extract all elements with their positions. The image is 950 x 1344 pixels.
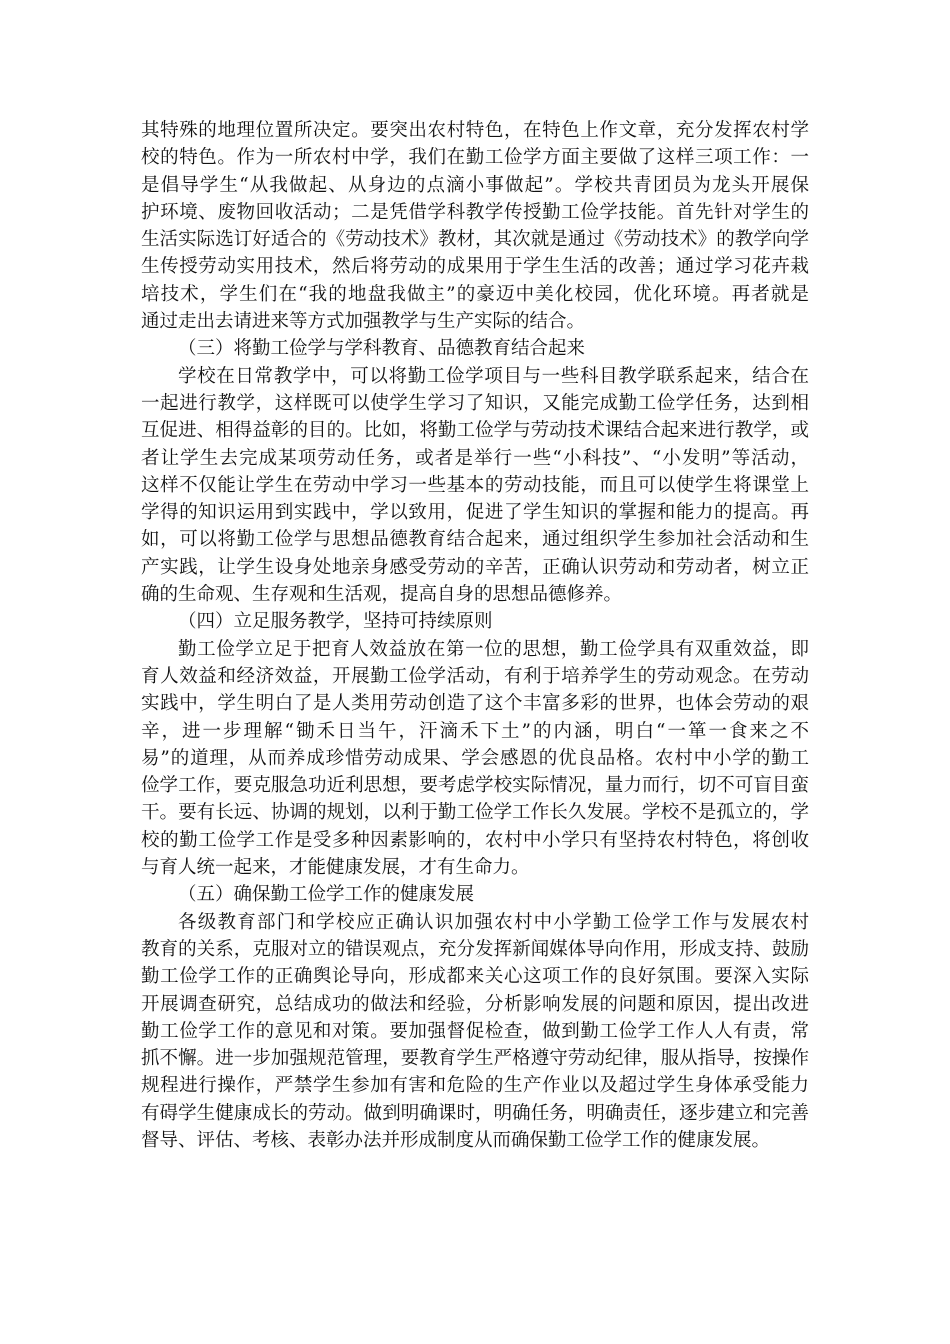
text-line: 学校在日常教学中，可以将勤工俭学项目与一些科目教学联系起来，结合在 — [178, 365, 809, 387]
text-line: 各级教育部门和学校应正确认识加强农村中小学勤工俭学工作与发展农村 — [178, 911, 809, 933]
text-line: 规程进行操作，严禁学生参加有害和危险的生产作业以及超过学生身体承受能力 — [141, 1075, 809, 1097]
section-heading-4 — [141, 608, 809, 635]
text-line: 督导、评估、考核、表彰办法并形成制度从而确保勤工俭学工作的健康发展。 — [141, 1129, 771, 1151]
paragraph-section-4 — [141, 636, 809, 882]
text-line: 护环境、废物回收活动；二是凭借学科教学传授勤工俭学技能。首先针对学生的 — [141, 201, 809, 223]
text-line: 是倡导学生“从我做起、从身边的点滴小事做起”。学校共青团员为龙头开展保 — [141, 174, 809, 196]
paragraph-intro — [141, 117, 809, 335]
heading-text: （三）将勤工俭学与学科教育、品德教育结合起来 — [178, 338, 586, 360]
text-line: 勤工俭学工作的意见和对策。要加强督促检查，做到勤工俭学工作人人有责，常 — [141, 1020, 809, 1042]
heading-text: （五）确保勤工俭学工作的健康发展 — [178, 884, 475, 906]
text-line: 干。要有长远、协调的规划，以利于勤工俭学工作长久发展。学校不是孤立的，学 — [141, 802, 809, 824]
text-line: 育人效益和经济效益，开展勤工俭学活动，有利于培养学生的劳动观念。在劳动 — [141, 665, 809, 687]
text-line: 实践中，学生明白了是人类用劳动创造了这个丰富多彩的世界，也体会劳动的艰 — [141, 693, 809, 715]
document-page — [141, 117, 809, 1154]
text-line: 俭学工作，要克服急功近利思想，要考虑学校实际情况，量力而行，切不可盲目蛮 — [141, 775, 809, 797]
text-line: 培技术，学生们在“我的地盘我做主”的豪迈中美化校园，优化环境。再者就是 — [141, 283, 809, 305]
text-line: 校的特色。作为一所农村中学，我们在勤工俭学方面主要做了这样三项工作：一 — [141, 147, 809, 169]
paragraph-section-5 — [141, 909, 809, 1155]
text-line: 确的生命观、生存观和生活观，提高自身的思想品德修养。 — [141, 584, 623, 606]
text-line: 易”的道理，从而养成珍惜劳动成果、学会感恩的优良品格。农村中小学的勤工 — [141, 747, 809, 769]
text-line: 与育人统一起来，才能健康发展，才有生命力。 — [141, 857, 530, 879]
text-line: 如，可以将勤工俭学与思想品德教育结合起来，通过组织学生参加社会活动和生 — [141, 529, 809, 551]
section-heading-5 — [141, 881, 809, 908]
text-line: 一起进行教学，这样既可以使学生学习了知识，又能完成勤工俭学任务，达到相 — [141, 392, 809, 414]
text-line: 生活实际选订好适合的《劳动技术》教材，其次就是通过《劳动技术》的教学向学 — [141, 229, 809, 251]
text-line: 校的勤工俭学工作是受多种因素影响的，农村中小学只有坚持农村特色，将创收 — [141, 829, 809, 851]
text-line: 者让学生去完成某项劳动任务，或者是举行一些“小科技”、“小发明”等活动， — [141, 447, 809, 469]
heading-text: （四）立足服务教学，坚持可持续原则 — [178, 611, 493, 633]
text-line: 生传授劳动实用技术，然后将劳动的成果用于学生生活的改善；通过学习花卉栽 — [141, 256, 809, 278]
text-line: 辛，进一步理解“锄禾日当午，汗滴禾下土”的内涵，明白“一箪一食来之不 — [141, 720, 809, 742]
text-line: 有碍学生健康成长的劳动。做到明确课时，明确任务，明确责任，逐步建立和完善 — [141, 1102, 809, 1124]
text-line: 这样不仅能让学生在劳动中学习一些基本的劳动技能，而且可以使学生将课堂上 — [141, 474, 809, 496]
text-line: 勤工俭学立足于把育人效益放在第一位的思想，勤工俭学具有双重效益，即 — [178, 638, 809, 660]
paragraph-section-3 — [141, 363, 809, 609]
section-heading-3 — [141, 335, 809, 362]
text-line: 勤工俭学工作的正确舆论导向，形成都来关心这项工作的良好氛围。要深入实际 — [141, 966, 809, 988]
text-line: 教育的关系，克服对立的错误观点，充分发挥新闻媒体导向作用，形成支持、鼓励 — [141, 938, 809, 960]
text-line: 通过走出去请进来等方式加强教学与生产实际的结合。 — [141, 311, 586, 333]
text-line: 抓不懈。进一步加强规范管理，要教育学生严格遵守劳动纪律，服从指导，按操作 — [141, 1048, 809, 1070]
text-line: 开展调查研究，总结成功的做法和经验，分析影响发展的问题和原因，提出改进 — [141, 993, 809, 1015]
text-line: 产实践，让学生设身处地亲身感受劳动的辛苦，正确认识劳动和劳动者，树立正 — [141, 556, 809, 578]
text-line: 学得的知识运用到实践中，学以致用，促进了学生知识的掌握和能力的提高。再 — [141, 502, 809, 524]
text-line: 互促进、相得益彰的目的。比如，将勤工俭学与劳动技术课结合起来进行教学，或 — [141, 420, 809, 442]
text-line: 其特殊的地理位置所决定。要突出农村特色，在特色上作文章，充分发挥农村学 — [141, 120, 809, 141]
